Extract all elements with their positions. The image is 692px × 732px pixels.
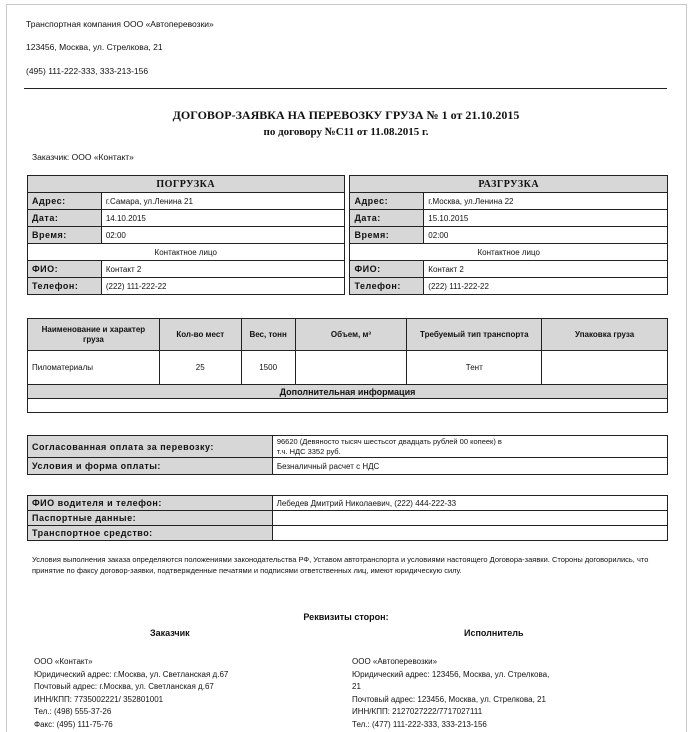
payment-agreed-value	[272, 436, 667, 458]
cargo-header-weight: Вес, тонн	[241, 319, 295, 351]
executor-req-line: Тел.: (477) 111-222-333, 333-213-156	[352, 719, 487, 729]
cargo-header-packing: Упаковка груза	[542, 319, 668, 351]
cargo-header-places: Кол-во мест	[159, 319, 241, 351]
customer-requisites	[34, 656, 334, 731]
customer-req-line: Почтовый адрес: г.Москва, ул. Светланская д.67	[34, 682, 214, 691]
additional-info-header: Дополнительная информация	[28, 385, 668, 399]
terms-note: Условия выполнения заказа определяются положениями законодательства РФ, Уставом автотранспорта и условиями настоящего Договора-заявки. Стороны договорились, что принятие по факсу договор-заявки, подтвержденные печатями и подписями ответственных лиц, имеют юридическую силу.	[32, 555, 649, 575]
loading-address-label: Адрес:	[28, 193, 102, 210]
payment-agreed-label: Согласованная оплата за перевозку:	[28, 436, 273, 458]
passport-value	[272, 511, 667, 526]
payment-terms-value: Безналичный расчет с НДС	[272, 458, 667, 475]
executor-req-line: ИНН/КПП: 2127027222/7717027111	[352, 707, 483, 716]
loading-phone-label: Телефон:	[28, 278, 102, 295]
unloading-header: РАЗГРУЗКА	[350, 176, 668, 193]
header-divider	[24, 88, 667, 89]
customer-req-line: ИНН/КПП: 7735002221/ 352801001	[34, 694, 164, 704]
unloading-date-label: Дата:	[350, 210, 424, 227]
cargo-packing	[542, 351, 668, 385]
unloading-phone-label: Телефон:	[350, 278, 424, 295]
requisites-title: Реквизиты сторон:	[303, 612, 389, 622]
driver-table	[27, 495, 668, 541]
payment-table	[27, 435, 668, 475]
unloading-address-label: Адрес:	[350, 193, 424, 210]
executor-req-line: Юридический адрес: 123456, Москва, ул. Стрелкова,	[352, 669, 550, 679]
cargo-volume	[295, 351, 407, 385]
cargo-name: Пиломатериалы	[28, 351, 160, 385]
customer-req-line: Тел.: (498) 555-37-26	[34, 707, 112, 716]
requisites-customer-heading: Заказчик	[150, 628, 190, 638]
cargo-places: 25	[159, 351, 241, 385]
company-address: 123456, Москва, ул. Стрелкова, 21	[26, 42, 163, 52]
additional-info-value	[28, 399, 668, 413]
document-title: ДОГОВОР-ЗАЯВКА НА ПЕРЕВОЗКУ ГРУЗА № 1 от 21.10.2015	[172, 108, 520, 122]
cargo-table	[27, 318, 668, 413]
cargo-header-volume: Объем, м³	[295, 319, 407, 351]
vehicle-value	[272, 526, 667, 541]
cargo-weight: 1500	[241, 351, 295, 385]
driver-name-value: Лебедев Дмитрий Николаевич, (222) 444-222-33	[272, 496, 667, 511]
vehicle-label: Транспортное средство:	[28, 526, 273, 541]
executor-req-line: ООО «Автоперевозки»	[352, 657, 438, 666]
unloading-name: Контакт 2	[424, 261, 668, 278]
unloading-time-label: Время:	[350, 227, 424, 244]
customer-req-line: Факс: (495) 111-75-76	[34, 719, 113, 729]
loading-contact-header: Контактное лицо	[28, 244, 345, 261]
passport-label: Паспортные данные:	[28, 511, 273, 526]
cargo-transport: Тент	[407, 351, 542, 385]
loading-address: г.Самара, ул.Ленина 21	[101, 193, 344, 210]
unloading-phone: (222) 111-222-22	[424, 278, 668, 295]
customer-req-line: ООО «Контакт»	[34, 657, 93, 666]
driver-name-label: ФИО водителя и телефон:	[28, 496, 273, 511]
loading-time-label: Время:	[28, 227, 102, 244]
customer-req-line: Юридический адрес: г.Москва, ул. Светланская д.67	[34, 669, 229, 679]
unloading-contact-header: Контактное лицо	[350, 244, 668, 261]
loading-date: 14.10.2015	[101, 210, 344, 227]
loading-phone: (222) 111-222-22	[101, 278, 344, 295]
cargo-header-transport: Требуемый тип транспорта	[407, 319, 542, 351]
cargo-header-name: Наименование и характер груза	[28, 319, 160, 351]
loading-name-label: ФИО:	[28, 261, 102, 278]
executor-requisites	[352, 656, 672, 731]
executor-req-line: 21	[352, 682, 361, 691]
unloading-date: 15.10.2015	[424, 210, 668, 227]
payment-agreed-value-line2: т.ч. НДС 3352 руб.	[276, 446, 341, 456]
requisites-executor-heading: Исполнитель	[464, 628, 524, 638]
loading-header: ПОГРУЗКА	[28, 176, 345, 193]
payment-terms-label: Условия и форма оплаты:	[28, 458, 273, 475]
company-phones: (495) 111-222-333, 333-213-156	[26, 66, 149, 76]
company-name: Транспортная компания ООО «Автоперевозки»	[26, 19, 214, 29]
loading-unloading-table	[27, 175, 668, 295]
unloading-address: г.Москва, ул.Ленина 22	[424, 193, 668, 210]
executor-req-line: Почтовый адрес: 123456, Москва, ул. Стрелкова, 21	[352, 694, 546, 704]
document-subtitle: по договору №С11 от 11.08.2015 г.	[263, 126, 429, 138]
loading-name: Контакт 2	[101, 261, 344, 278]
loading-date-label: Дата:	[28, 210, 102, 227]
customer-line: Заказчик: ООО «Контакт»	[32, 152, 134, 162]
loading-time: 02:00	[101, 227, 344, 244]
payment-agreed-value-line1: 96620 (Девяносто тысяч шестьсот двадцать рублей 00 копеек) в	[276, 436, 502, 446]
unloading-name-label: ФИО:	[350, 261, 424, 278]
unloading-time: 02:00	[424, 227, 668, 244]
